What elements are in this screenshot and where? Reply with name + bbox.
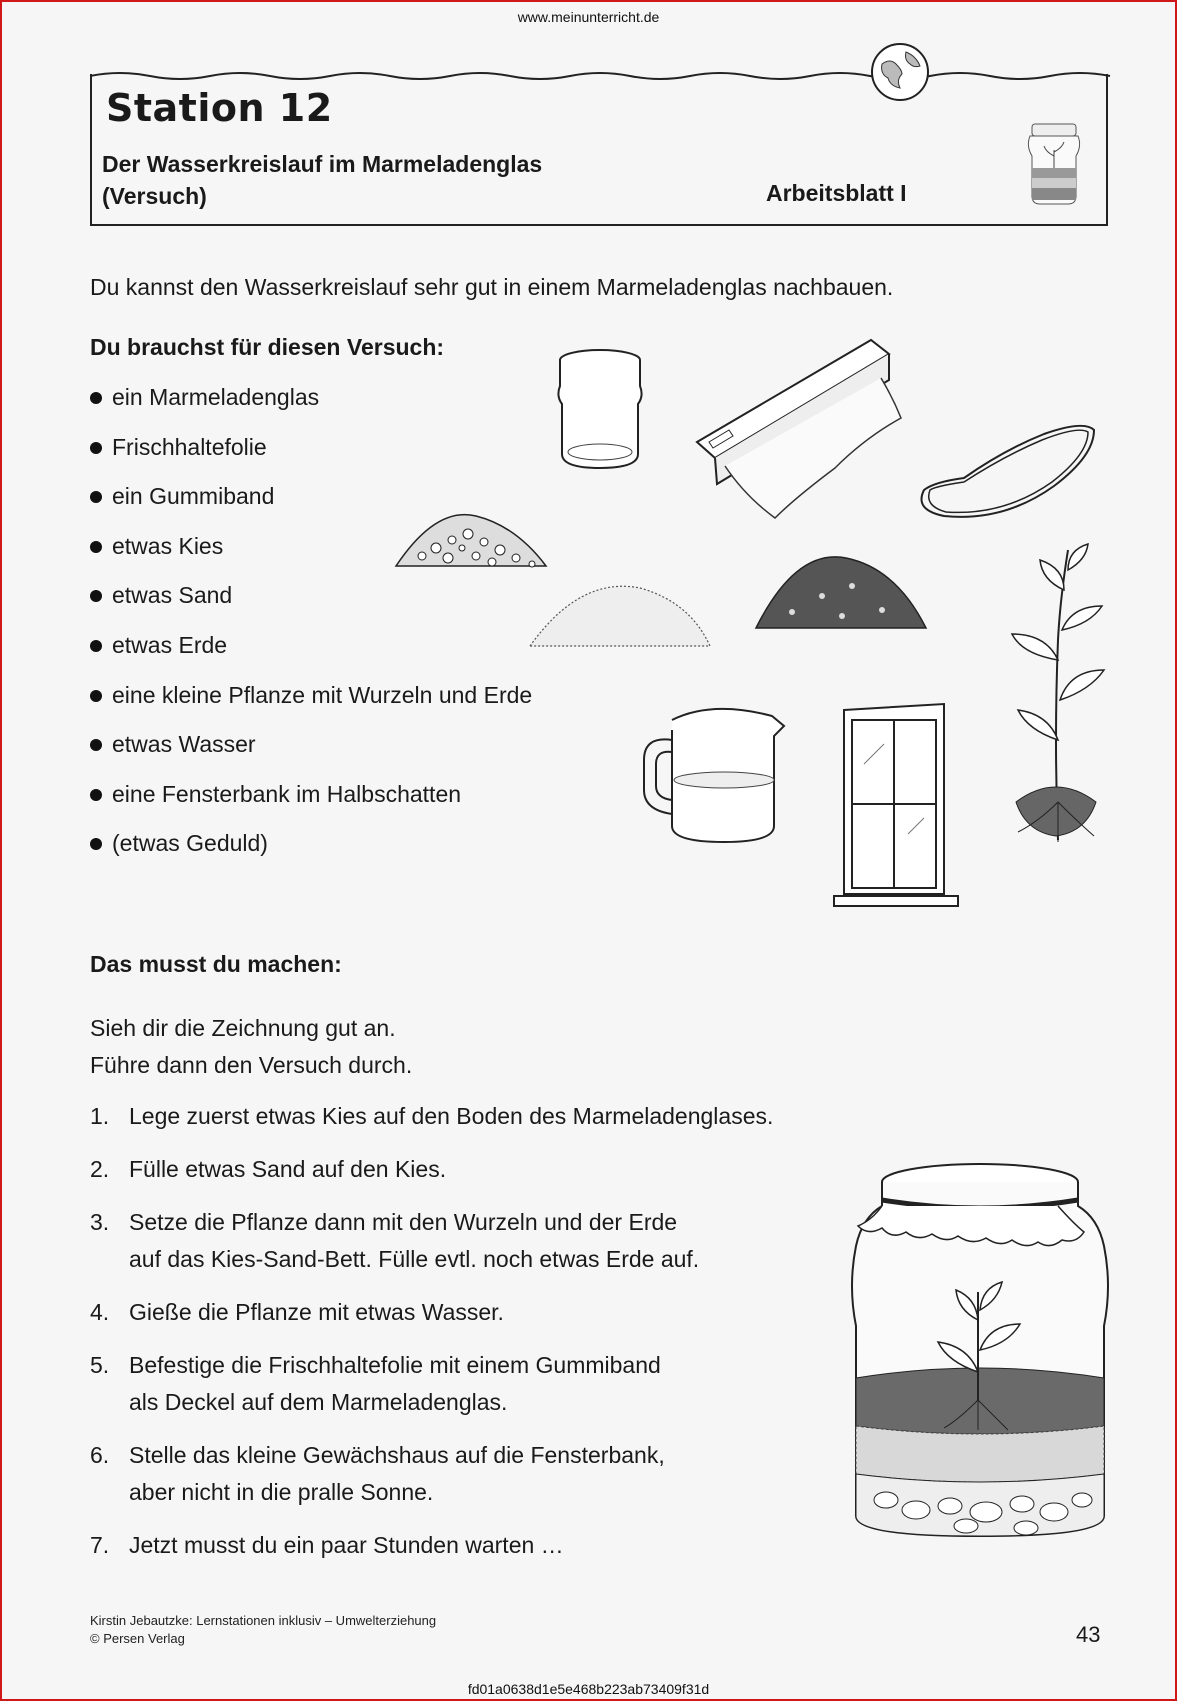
globe-icon: [868, 40, 932, 104]
station-title: Station 12: [106, 86, 333, 130]
bullet-icon: [90, 392, 102, 404]
step-text-continued: auf das Kies-Sand-Bett. Fülle evtl. noch etwas Erde auf.: [129, 1246, 700, 1272]
footer-credit: [90, 1612, 436, 1648]
plant-illustration: [1002, 540, 1112, 846]
bullet-icon: [90, 491, 102, 503]
list-item-label: etwas Sand: [112, 582, 233, 609]
site-url[interactable]: www.meinunterricht.de: [517, 9, 660, 25]
step-item: [90, 1098, 773, 1135]
step-text-continued: als Deckel auf dem Marmeladenglas.: [129, 1389, 508, 1415]
wavy-top-border: [86, 64, 1108, 86]
worksheet-label: Arbeitsblatt I: [766, 180, 907, 206]
cling-film-illustration: [695, 338, 935, 524]
soil-pile-illustration: [752, 556, 932, 636]
list-item-label: etwas Wasser: [112, 731, 256, 758]
list-item: [90, 682, 532, 732]
title-line-2: (Versuch): [102, 183, 207, 209]
bullet-icon: [90, 789, 102, 801]
list-item: [90, 830, 532, 880]
list-item: [90, 434, 532, 484]
step-text: Fülle etwas Sand auf den Kies.: [129, 1156, 447, 1182]
list-item-label: Frischhaltefolie: [112, 433, 267, 460]
bullet-icon: [90, 442, 102, 454]
step-number: 2.: [90, 1156, 110, 1182]
bullet-icon: [90, 590, 102, 602]
list-item: [90, 731, 532, 781]
document-hash: fd01a0638d1e5e468b223ab73409f31d: [467, 1681, 710, 1697]
list-item-label: etwas Kies: [112, 532, 224, 559]
step-number: 3.: [90, 1209, 110, 1235]
step-item: [90, 1294, 773, 1331]
list-item-label: ein Marmeladenglas: [112, 384, 320, 410]
step-item: [90, 1151, 773, 1188]
footer-line-2: © Persen Verlag: [90, 1631, 185, 1646]
step-number: 7.: [90, 1532, 110, 1558]
bullet-icon: [90, 640, 102, 652]
list-item: [90, 781, 532, 831]
jar-greenhouse-illustration: [846, 1160, 1110, 1544]
step-number: 1.: [90, 1103, 110, 1129]
step-number: 6.: [90, 1442, 110, 1468]
materials-list: [90, 384, 532, 880]
page-number: 43: [1076, 1622, 1101, 1647]
step-text: Lege zuerst etwas Kies auf den Boden des Marmeladenglases.: [129, 1103, 774, 1129]
instruction-line-1: Sieh dir die Zeichnung gut an.: [90, 1015, 396, 1041]
step-item: [90, 1204, 773, 1278]
step-number: 4.: [90, 1299, 110, 1325]
step-text: Setze die Pflanze dann mit den Wurzeln und der Erde: [129, 1209, 678, 1235]
step-item: [90, 1527, 773, 1564]
measuring-jug-illustration: [642, 706, 792, 842]
footer-line-1: Kirstin Jebautzke: Lernstationen inklusiv – Umwelterziehung: [90, 1613, 437, 1628]
list-item-label: etwas Erde: [112, 631, 228, 658]
list-item-label: ein Gummiband: [112, 483, 275, 510]
gravel-pile-illustration: [392, 512, 552, 582]
step-item: [90, 1347, 773, 1421]
step-text: Befestige die Frischhaltefolie mit einem Gummiband: [129, 1352, 661, 1378]
page-title: [102, 148, 542, 212]
step-text-continued: aber nicht in die pralle Sonne.: [129, 1479, 434, 1505]
bullet-icon: [90, 690, 102, 702]
instruction-line-2: Führe dann den Versuch durch.: [90, 1052, 413, 1078]
rubber-band-illustration: [914, 420, 1100, 520]
steps-list: [90, 1098, 773, 1564]
list-item: [90, 632, 532, 682]
list-item: [90, 384, 532, 434]
sand-pile-illustration: [526, 582, 716, 658]
empty-jar-illustration: [552, 348, 652, 474]
step-text: Gieße die Pflanze mit etwas Wasser.: [129, 1299, 504, 1325]
list-item-label: eine Fensterbank im Halbschatten: [112, 780, 462, 807]
title-line-1: Der Wasserkreislauf im Marmeladenglas: [102, 151, 543, 177]
step-text: Stelle das kleine Gewächshaus auf die Fensterbank,: [129, 1442, 665, 1468]
small-jar-illustration: [1024, 118, 1084, 208]
bullet-icon: [90, 838, 102, 850]
list-item-label: (etwas Geduld): [112, 830, 268, 857]
step-item: [90, 1437, 773, 1511]
instruction-text: [90, 1010, 412, 1084]
list-item: [90, 582, 532, 632]
intro-text: Du kannst den Wasserkreislauf sehr gut in einem Marmeladenglas nachbauen.: [90, 274, 894, 300]
window-illustration: [828, 704, 958, 910]
step-number: 5.: [90, 1352, 110, 1378]
steps-heading: Das musst du machen:: [90, 951, 342, 977]
step-text: Jetzt musst du ein paar Stunden warten …: [129, 1532, 564, 1558]
bullet-icon: [90, 739, 102, 751]
materials-heading: Du brauchst für diesen Versuch:: [90, 334, 445, 360]
list-item-label: eine kleine Pflanze mit Wurzeln und Erde: [112, 681, 533, 708]
bullet-icon: [90, 541, 102, 553]
